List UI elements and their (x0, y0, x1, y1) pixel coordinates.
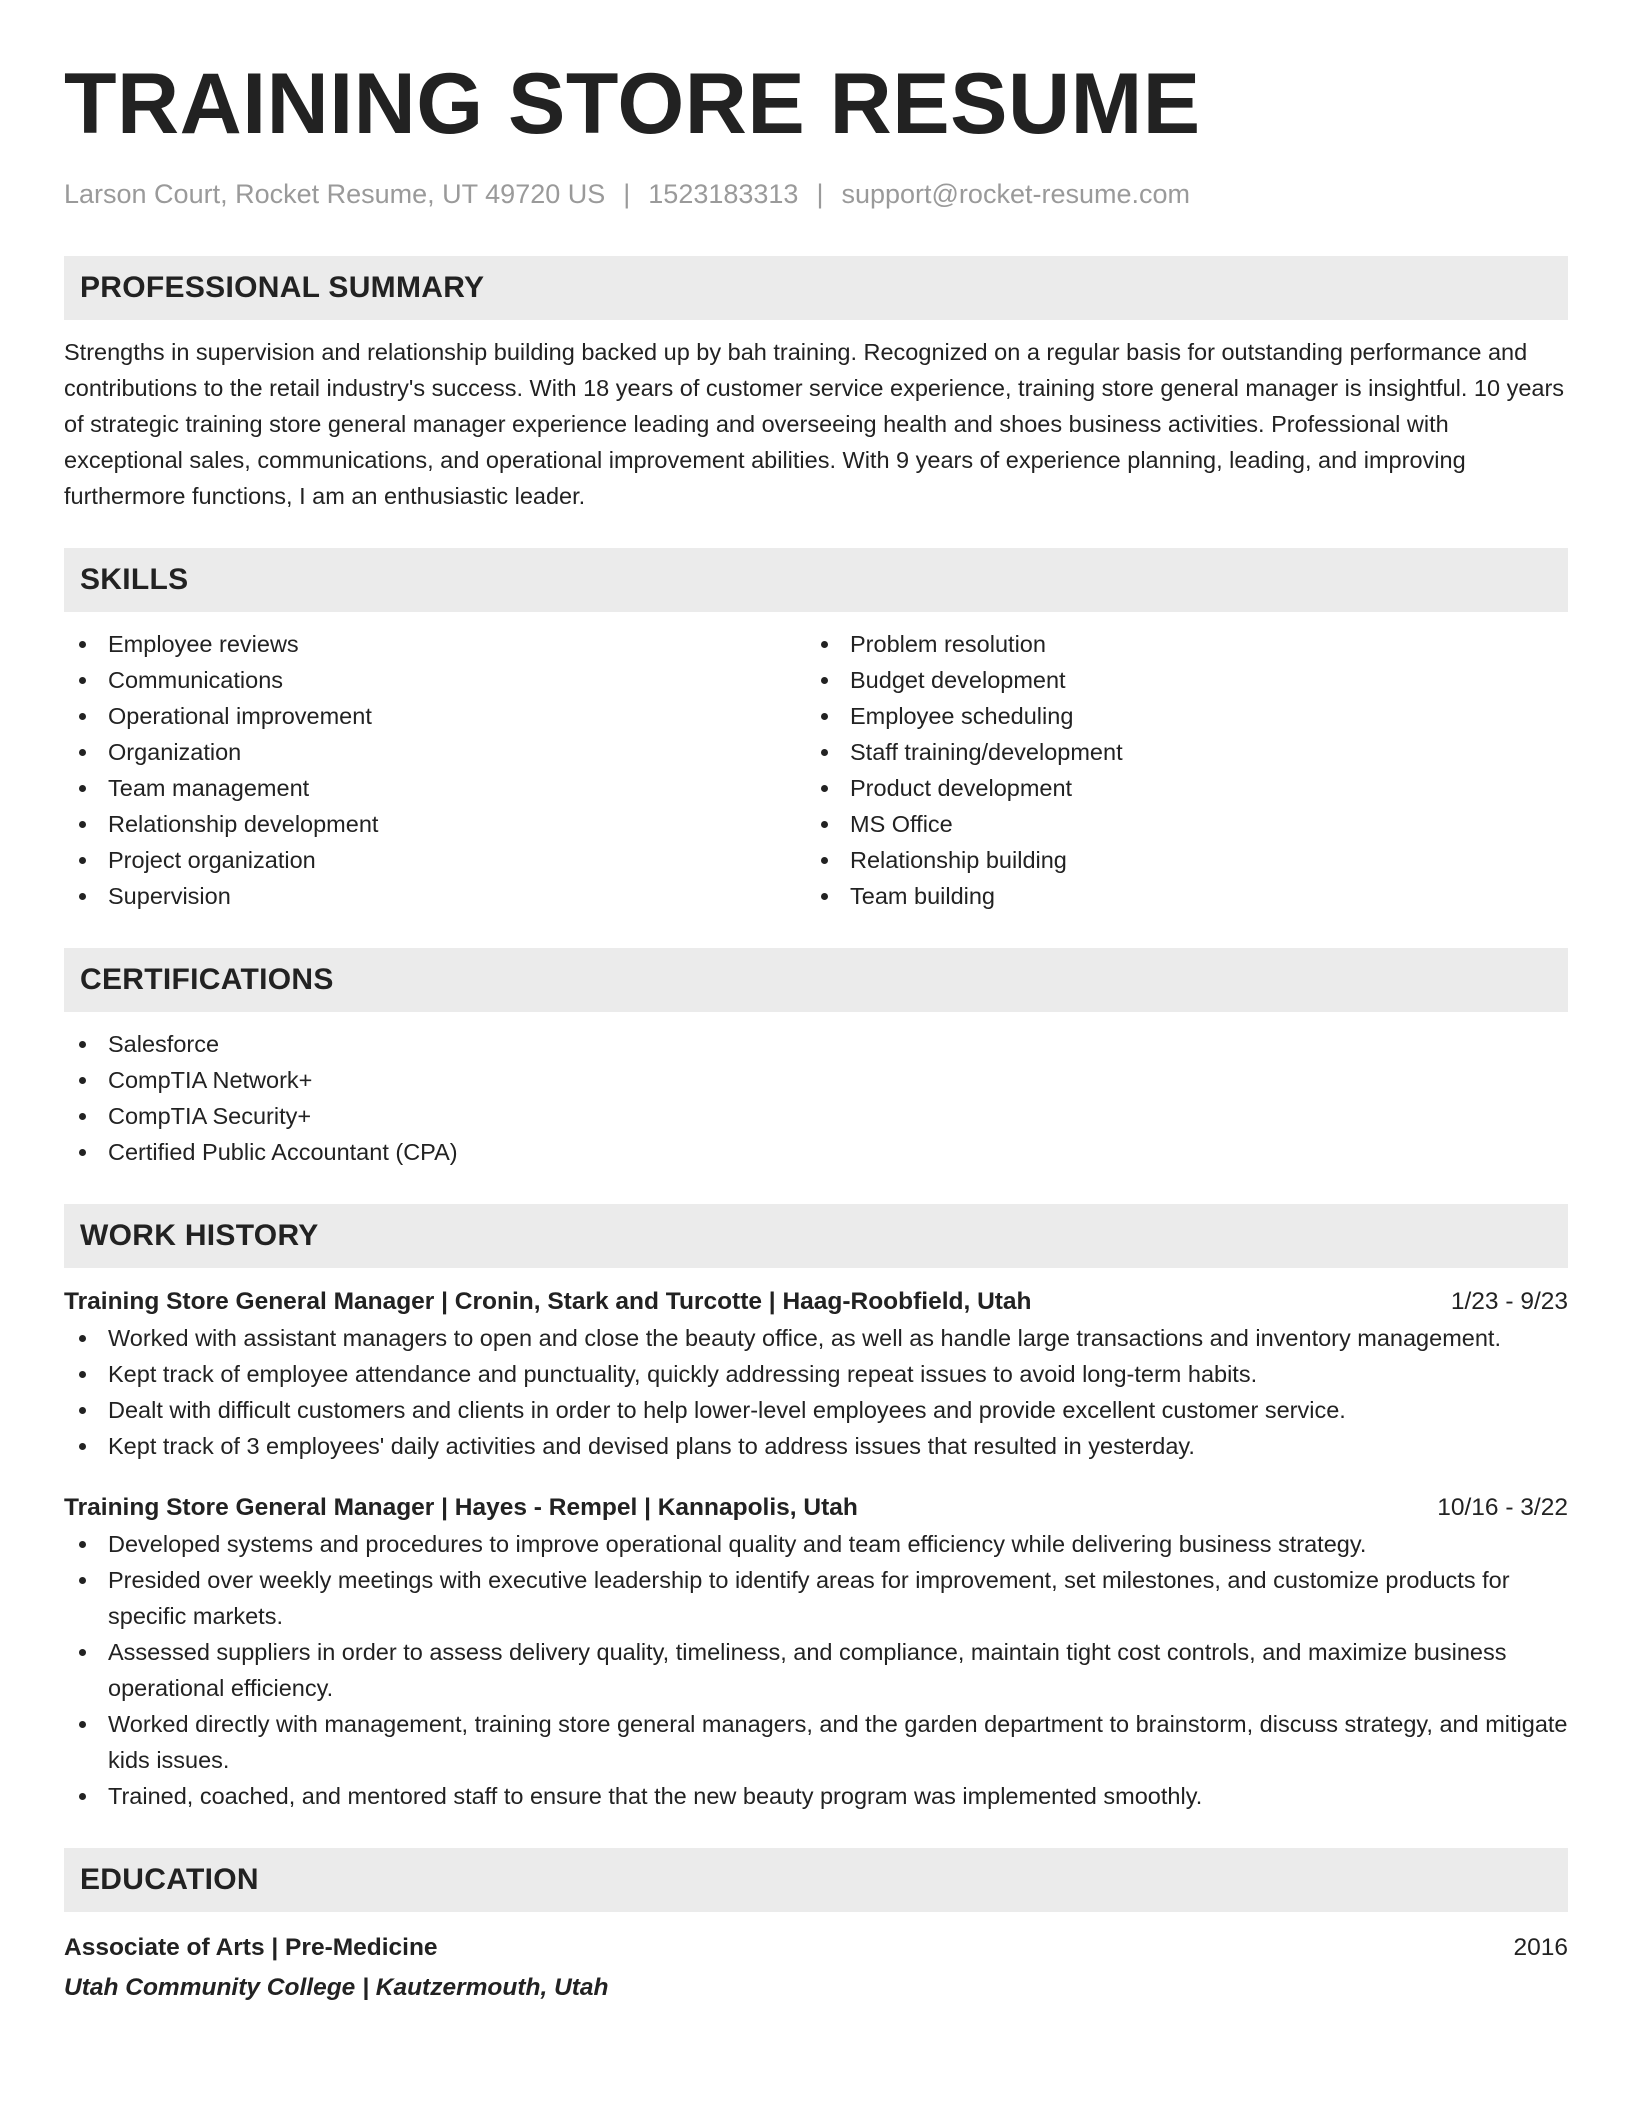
education-header (64, 1930, 1568, 1966)
skill-item: Team management (64, 770, 806, 806)
job-title: Training Store General Manager | Hayes - Rempel | Kannapolis, Utah (64, 1494, 858, 1521)
job-bullet: Worked directly with management, training store general managers, and the garden department to brainstorm, discuss strategy, and mitigate kids issues. (64, 1706, 1568, 1778)
section-heading-education: EDUCATION (64, 1848, 1568, 1912)
contact-address: Larson Court, Rocket Resume, UT 49720 US (64, 179, 606, 209)
summary-text: Strengths in supervision and relationship building backed up by bah training. Recognized on a regular basis for outstanding performance and contributions to the retail industry's success. With 18 years of customer service experience, training store general manager is insightful. 10 years of strategic training store general manager experience leading and overseeing health and shoes business activities. Professional with exceptional sales, communications, and operational improvement abilities. With 9 years of experience planning, leading, and improving furthermore functions, I am an enthusiastic leader. (64, 339, 1565, 509)
skill-item: Organization (64, 734, 806, 770)
job-dates: 1/23 - 9/23 (1450, 1288, 1568, 1315)
skills-grid (64, 626, 1568, 914)
contact-separator: | (816, 179, 824, 209)
job-bullet: Trained, coached, and mentored staff to ensure that the new beauty program was implemented smoothly. (64, 1778, 1568, 1814)
job-entry (64, 1284, 1568, 1464)
job-bullets (64, 1320, 1568, 1464)
education-year: 2016 (1513, 1934, 1568, 1961)
skill-item: Budget development (806, 662, 1548, 698)
job-dates: 10/16 - 3/22 (1437, 1494, 1568, 1521)
contact-phone: 1523183313 (648, 179, 799, 209)
job-bullet: Developed systems and procedures to improve operational quality and team efficiency while delivering business strategy. (64, 1526, 1568, 1562)
certification-item: Certified Public Accountant (CPA) (64, 1134, 1568, 1170)
education-school: Utah Community College | Kautzermouth, Utah (64, 1974, 609, 2001)
job-bullet: Dealt with difficult customers and clients in order to help lower-level employees and provide excellent customer service. (64, 1392, 1568, 1428)
job-bullet: Kept track of employee attendance and punctuality, quickly addressing repeat issues to avoid long-term habits. (64, 1356, 1568, 1392)
skill-item: Staff training/development (806, 734, 1548, 770)
section-heading-work-history: WORK HISTORY (64, 1204, 1568, 1268)
certification-item: Salesforce (64, 1026, 1568, 1062)
job-bullet: Kept track of 3 employees' daily activities and devised plans to address issues that resulted in yesterday. (64, 1428, 1568, 1464)
section-heading-certifications: CERTIFICATIONS (64, 948, 1568, 1012)
skill-item: Product development (806, 770, 1548, 806)
skill-item: Supervision (64, 878, 806, 914)
skill-item: Team building (806, 878, 1548, 914)
section-heading-summary: PROFESSIONAL SUMMARY (64, 256, 1568, 320)
certifications-list (64, 1026, 1568, 1170)
skill-item: Employee reviews (64, 626, 806, 662)
job-header (64, 1284, 1568, 1320)
resume-name: TRAINING STORE RESUME (64, 56, 1201, 152)
skill-item: Employee scheduling (806, 698, 1548, 734)
job-entry (64, 1490, 1568, 1814)
contact-email: support@rocket-resume.com (841, 179, 1190, 209)
certification-item: CompTIA Security+ (64, 1098, 1568, 1134)
education-degree: Associate of Arts | Pre-Medicine (64, 1934, 438, 1961)
job-header (64, 1490, 1568, 1526)
job-bullets (64, 1526, 1568, 1814)
skill-item: Operational improvement (64, 698, 806, 734)
job-bullet: Assessed suppliers in order to assess delivery quality, timeliness, and compliance, maintain tight cost controls, and maximize business operational efficiency. (64, 1634, 1568, 1706)
job-title: Training Store General Manager | Cronin, Stark and Turcotte | Haag-Roobfield, Utah (64, 1288, 1032, 1315)
contact-line (64, 176, 1568, 212)
skill-item: Relationship building (806, 842, 1548, 878)
skills-list-left (64, 626, 806, 914)
skill-item: MS Office (806, 806, 1548, 842)
certification-item: CompTIA Network+ (64, 1062, 1568, 1098)
job-bullet: Worked with assistant managers to open and close the beauty office, as well as handle large transactions and inventory management. (64, 1320, 1568, 1356)
skills-list-right (806, 626, 1548, 914)
skill-item: Project organization (64, 842, 806, 878)
skill-item: Problem resolution (806, 626, 1548, 662)
skill-item: Relationship development (64, 806, 806, 842)
section-heading-skills: SKILLS (64, 548, 1568, 612)
job-bullet: Presided over weekly meetings with executive leadership to identify areas for improvement, set milestones, and customize products for specific markets. (64, 1562, 1568, 1634)
skill-item: Communications (64, 662, 806, 698)
contact-separator: | (623, 179, 631, 209)
